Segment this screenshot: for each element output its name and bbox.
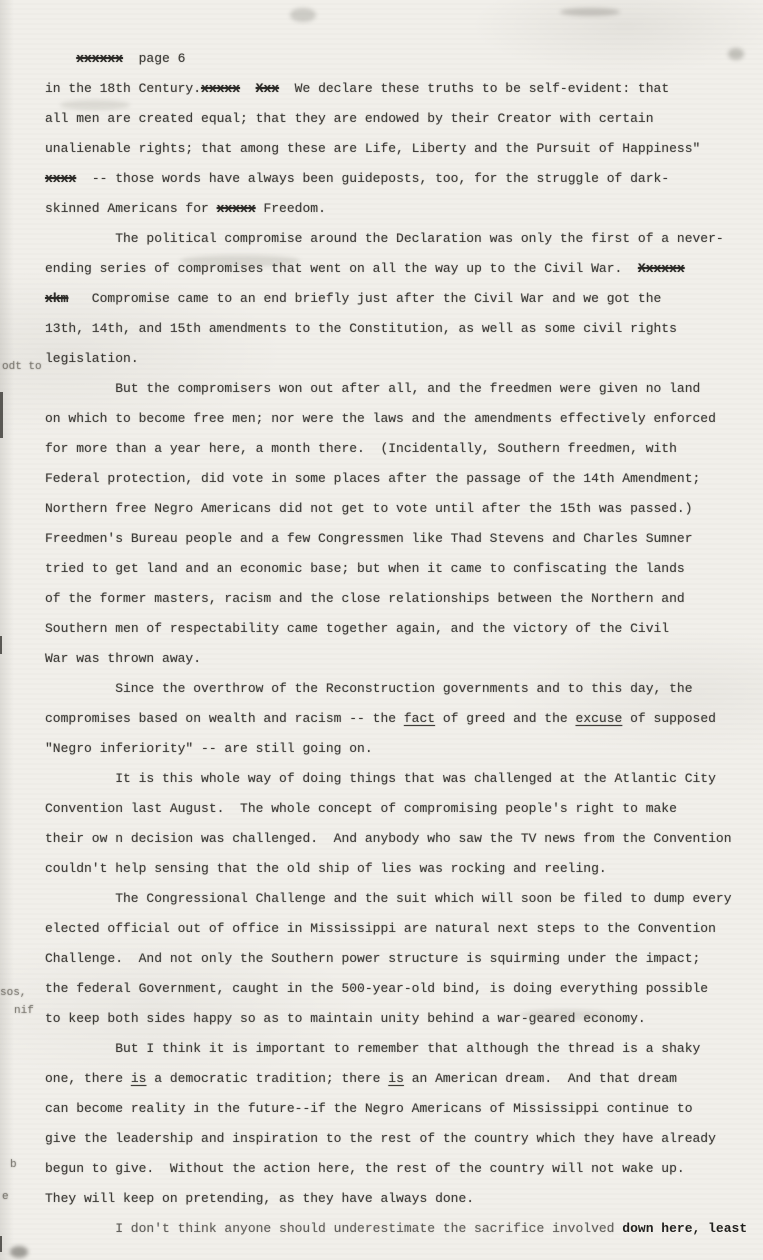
text-line [45,524,745,554]
margin-smudge-text: odt to [2,361,42,373]
text-line [45,584,745,614]
scan-smudge [180,255,300,267]
text-segment: Freedmen's Bureau people and a few Congressmen like Thad Stevens and Charles Sumner [45,531,693,546]
text-line [45,134,745,164]
text-line [45,194,745,224]
text-segment: -- those words have always been guideposts, too, for the struggle of dark- [76,171,670,186]
text-line [45,344,745,374]
scan-edge-mark [0,1236,2,1252]
text-segment: down here, least [622,1221,748,1236]
text-line [45,74,745,104]
text-line [45,1124,745,1154]
text-line [45,1214,748,1244]
text-line [45,614,745,644]
text-segment: We declare these truths to be self-evident: that [279,81,670,96]
text-line [45,914,745,944]
text-line [45,944,745,974]
text-line [45,404,745,434]
text-segment: can become reality in the future--if the Negro Americans of Mississippi continue to [45,1101,693,1116]
text-segment: Northern free Negro Americans did not get to vote until after the 15th was passed.) [45,501,693,516]
text-segment: I don't think anyone should underestimate the sacrifice involved [115,1221,623,1236]
text-line [45,884,745,914]
text-segment: The Congressional Challenge and the suit which will soon be filed to dump every [115,891,732,906]
scan-smudge [290,8,316,22]
scan-edge-mark [0,392,3,438]
text-segment: of the former masters, racism and the close relationships between the Northern and [45,591,685,606]
text-segment: But I think it is important to remember that although the thread is a shaky [115,1041,701,1056]
text-segment: Xxxxxx [637,261,685,276]
text-segment: xkm [45,291,69,306]
text-line [45,1184,745,1214]
text-line [45,1064,745,1094]
text-segment: one, there [45,1071,131,1086]
text-segment: an American dream. And that dream [403,1071,677,1086]
text-line [45,734,745,764]
text-segment: compromises based on wealth and racism -- the [45,711,404,726]
text-line [45,554,745,584]
text-segment: page 6 [123,51,186,66]
text-line [45,254,745,284]
text-segment: the federal Government, caught in the 500-year-old bind, is doing everything possible [45,981,709,996]
margin-smudge-text: e [2,1191,9,1203]
text-segment: The political compromise around the Declaration was only the first of a never- [115,231,724,246]
text-line [45,44,745,74]
text-segment: is [130,1071,147,1086]
text-line [45,224,745,254]
text-line [45,164,745,194]
text-segment: fact [403,711,436,726]
text-line [45,314,745,344]
text-line [45,374,745,404]
text-segment: xxxxxx [76,51,124,66]
text-line [45,974,745,1004]
text-segment: in the 18th Century. [45,81,202,96]
text-segment: It is this whole way of doing things that was challenged at the Atlantic City [115,771,716,786]
text-line [45,824,745,854]
scan-smudge [560,8,620,16]
text-line [45,494,745,524]
text-segment: skinned Americans for [45,201,217,216]
text-segment: is [388,1071,404,1086]
text-segment: on which to become free men; nor were the laws and the amendments effectively enforced [45,411,716,426]
text-line [45,1094,745,1124]
text-segment: a democratic tradition; there [146,1071,389,1086]
text-line [45,104,745,134]
text-segment: "Negro inferiority" -- are still going on. [45,741,373,756]
text-segment: Xxx [255,81,280,96]
margin-smudge-text: b [10,1159,17,1171]
text-line [45,674,745,704]
text-line [45,704,745,734]
text-segment: Southern men of respectability came together again, and the victory of the Civil [45,621,670,636]
text-segment: Challenge. And not only the Southern power structure is squirming under the impact; [45,951,701,966]
text-line [45,284,745,314]
scan-smudge [520,1010,610,1020]
text-segment: all men are created equal; that they are endowed by their Creator with certain [45,111,654,126]
margin-smudge-text: nif [14,1005,34,1017]
scan-smudge [728,48,744,60]
margin-smudge-text: sos, [0,987,27,999]
text-segment: ending series of compromises that went on all the way up to the Civil War. [45,261,638,276]
text-line [45,464,745,494]
text-segment: Convention last August. The whole concept of compromising people's right to make [45,801,677,816]
text-segment: Federal protection, did vote in some places after the passage of the 14th Amendment; [45,471,701,486]
text-segment: unalienable rights; that among these are Life, Liberty and the Pursuit of Happiness" [45,141,701,156]
text-segment: xxxxx [201,81,241,96]
text-segment: give the leadership and inspiration to the rest of the country which they have already [45,1131,716,1146]
text-segment: Compromise came to an end briefly just after the Civil War and we got the [68,291,662,306]
text-line [45,854,745,884]
text-segment: Freedom. [255,201,326,216]
text-segment: of greed and the [435,711,576,726]
text-line [45,644,745,674]
text-segment: But the compromisers won out after all, and the freedmen were given no land [115,381,701,396]
text-segment: of supposed [622,711,716,726]
text-segment [240,81,256,96]
text-segment: legislation. [45,351,139,366]
text-segment: They will keep on pretending, as they have always done. [45,1191,475,1206]
text-segment: Since the overthrow of the Reconstruction governments and to this day, the [115,681,693,696]
text-segment: elected official out of office in Mississippi are natural next steps to the Convention [45,921,716,936]
text-segment: tried to get land and an economic base; but when it came to confiscating the lands [45,561,685,576]
text-segment: to keep both sides happy so as to maintain unity behind a war-geared economy. [45,1011,646,1026]
text-line [45,434,745,464]
text-segment: xxxx [45,171,77,186]
text-line [45,764,745,794]
scan-edge-mark [0,636,2,654]
text-segment: for more than a year here, a month there. (Incidentally, Southern freedmen, with [45,441,677,456]
text-segment: War was thrown away. [45,651,202,666]
typed-text [45,44,748,1244]
text-segment: couldn't help sensing that the old ship of lies was rocking and reeling. [45,861,607,876]
text-segment: their ow n decision was challenged. And anybody who saw the TV news from the Convention [45,831,732,846]
text-line [45,1034,745,1064]
text-line [45,1004,745,1034]
text-line [45,1154,745,1184]
text-segment: begun to give. Without the action here, the rest of the country will not wake up. [45,1161,685,1176]
scan-smudge [60,100,130,110]
text-segment: excuse [575,711,623,726]
text-line [45,794,745,824]
text-segment: 13th, 14th, and 15th amendments to the Constitution, as well as some civil rights [45,321,677,336]
text-segment: xxxxx [216,201,256,216]
scan-smudge [10,1246,28,1258]
